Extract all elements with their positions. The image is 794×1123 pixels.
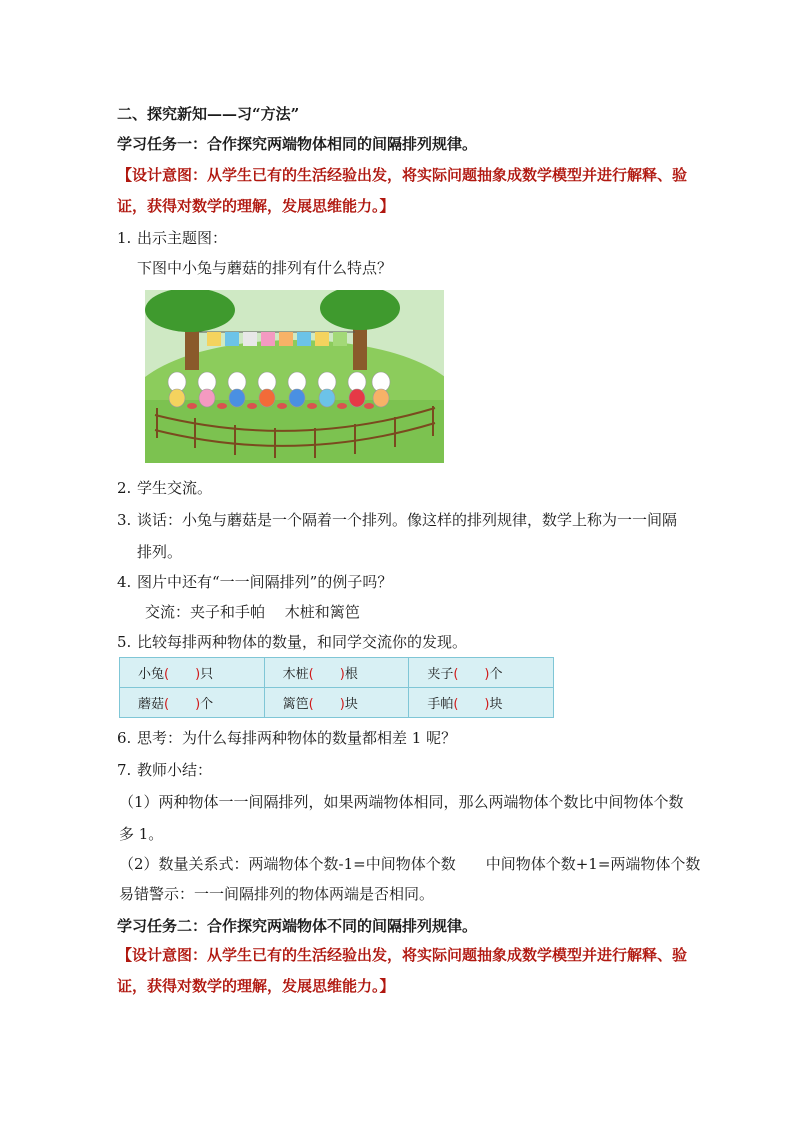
step-number: 2.: [117, 479, 132, 497]
table-row: [120, 658, 554, 688]
task1-title: 学习任务一：合作探究两端物体相同的间隔排列规律。: [117, 135, 478, 153]
step-1-question: 下图中小兔与蘑菇的排列有什么特点？: [137, 259, 393, 277]
step-1: [117, 222, 698, 254]
step-number: 1.: [117, 229, 132, 247]
table-cell: 手帕( )块: [409, 688, 554, 718]
table-row: [120, 688, 554, 718]
step-text: 学生交流。: [137, 479, 213, 497]
design-line: 【设计意图：从学生已有的生活经验出发，将实际问题抽象成数学模型并进行解释、验: [117, 946, 688, 964]
table-cell: 木桩( )根: [264, 658, 409, 688]
error-warning: 易错警示：一一间隔排列的物体两端是否相同。: [119, 885, 435, 903]
task1-design-intent: [117, 160, 698, 222]
step-7: [117, 754, 698, 786]
table-cell: 篱笆( )块: [264, 688, 409, 718]
rabbit-scene-illustration: [145, 290, 444, 463]
step-4: [117, 566, 698, 598]
step-text: 教师小结：: [137, 761, 213, 779]
task2-title: 学习任务二：合作探究两端物体不同的间隔排列规律。: [117, 917, 478, 935]
step-3: [117, 504, 698, 568]
step-number: 3.: [117, 511, 132, 529]
step-5: [117, 626, 698, 658]
step-number: 6.: [117, 729, 132, 747]
section-title: 二、探究新知——习“方法”: [117, 105, 300, 123]
step-2: [117, 472, 698, 504]
step-number: 5.: [117, 633, 132, 651]
step-text: 谈话：小兔与蘑菇是一个隔着一个排列。像这样的排列规律，数学上称为一一间隔: [137, 511, 678, 529]
step-number: 4.: [117, 573, 132, 591]
step-text: 出示主题图：: [137, 229, 228, 247]
step-text-continued: 排列。: [137, 543, 183, 561]
table-cell: 小兔( )只: [120, 658, 265, 688]
step-text: 比较每排两种物体的数量，和同学交流你的发现。: [137, 633, 468, 651]
design-line: 证，获得对数学的理解，发展思维能力。】: [117, 977, 395, 995]
step-text: 思考：为什么每排两种物体的数量都相差 1 呢？: [137, 729, 457, 747]
design-line: 【设计意图：从学生已有的生活经验出发，将实际问题抽象成数学模型并进行解释、验: [117, 166, 688, 184]
table-cell: 蘑菇( )个: [120, 688, 265, 718]
count-table: [119, 657, 554, 718]
step-4-exchange: 交流：夹子和手帕 木桩和篱笆: [145, 603, 360, 621]
task2-design-intent: [117, 940, 698, 1002]
step-number: 7.: [117, 761, 132, 779]
summary-point-1: （1）两种物体一一间隔排列，如果两端物体相同，那么两端物体个数比中间物体个数 多 1。: [119, 793, 684, 843]
step-6: [117, 722, 698, 754]
summary-point-2: （2）数量关系式：两端物体个数-1=中间物体个数 中间物体个数+1=两端物体个数: [119, 855, 701, 873]
table-cell: 夹子( )个: [409, 658, 554, 688]
step-text: 图片中还有“一一间隔排列”的例子吗？: [137, 573, 393, 591]
design-line: 证，获得对数学的理解，发展思维能力。】: [117, 197, 395, 215]
